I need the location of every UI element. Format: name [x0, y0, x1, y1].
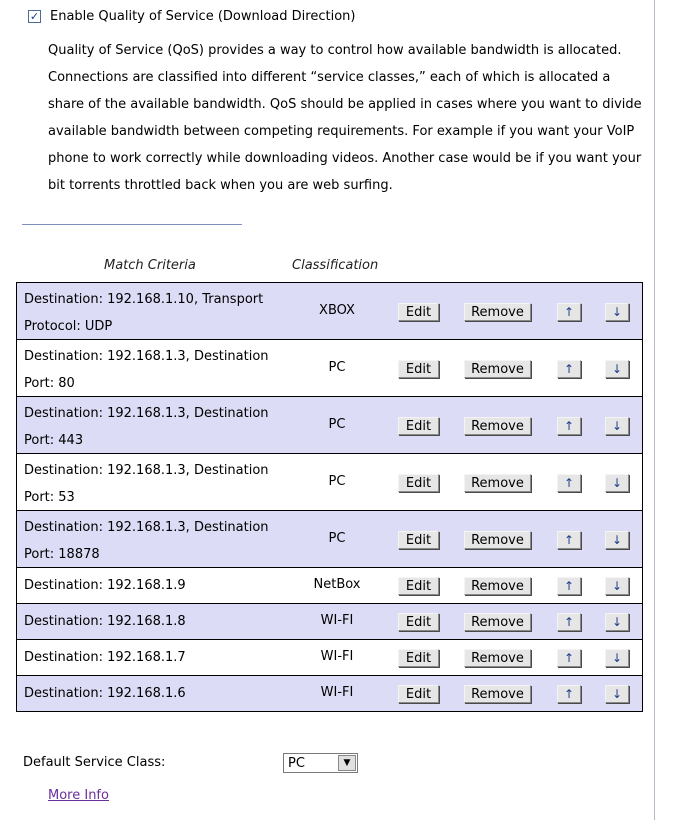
remove-button[interactable]: Remove: [464, 685, 531, 703]
edit-button[interactable]: Edit: [398, 685, 439, 703]
row-classification: WI-FI: [320, 649, 354, 664]
default-service-class-select[interactable]: [283, 753, 358, 773]
enable-qos-checkbox[interactable]: ✓: [29, 9, 40, 23]
row-classification: WI-FI: [320, 685, 354, 700]
match-criteria-header: Match Criteria: [104, 258, 196, 273]
move-up-icon[interactable]: ↑: [557, 577, 581, 595]
row-criteria: Destination: 192.168.1.3, Destination Port: 443: [24, 406, 269, 448]
table-row: [17, 340, 642, 397]
row-classification: WI-FI: [320, 613, 354, 628]
row-classification: PC: [328, 474, 346, 489]
row-classification: PC: [328, 417, 346, 432]
row-criteria: Destination: 192.168.1.9: [24, 578, 186, 593]
move-down-icon[interactable]: ↓: [605, 685, 629, 703]
edit-button[interactable]: Edit: [398, 531, 439, 549]
edit-button[interactable]: Edit: [398, 577, 439, 595]
move-up-icon[interactable]: ↑: [557, 360, 581, 378]
table-row: [17, 604, 642, 640]
move-down-icon[interactable]: ↓: [605, 417, 629, 435]
edit-button[interactable]: Edit: [398, 649, 439, 667]
table-row: [17, 283, 642, 340]
table-row: [17, 397, 642, 454]
remove-button[interactable]: Remove: [464, 649, 531, 667]
default-service-class-label: Default Service Class:: [23, 755, 166, 770]
remove-button[interactable]: Remove: [464, 474, 531, 492]
move-up-icon[interactable]: ↑: [557, 531, 581, 549]
move-up-icon[interactable]: ↑: [557, 417, 581, 435]
table-row: [17, 676, 642, 712]
move-up-icon[interactable]: ↑: [557, 303, 581, 321]
move-down-icon[interactable]: ↓: [605, 577, 629, 595]
row-classification: PC: [328, 360, 346, 375]
page-right-border: [654, 0, 655, 820]
move-up-icon[interactable]: ↑: [557, 685, 581, 703]
edit-button[interactable]: Edit: [398, 360, 439, 378]
move-up-icon[interactable]: ↑: [557, 613, 581, 631]
classification-header: Classification: [292, 258, 379, 273]
move-down-icon[interactable]: ↓: [605, 303, 629, 321]
more-info-link[interactable]: More Info: [48, 788, 109, 803]
row-classification: PC: [328, 531, 346, 546]
remove-button[interactable]: Remove: [464, 613, 531, 631]
enable-qos-label: Enable Quality of Service (Download Direction): [50, 8, 356, 24]
table-row: [17, 640, 642, 676]
qos-rules-table: [16, 282, 643, 712]
row-criteria: Destination: 192.168.1.10, Transport Protocol: UDP: [24, 292, 264, 334]
row-criteria: Destination: 192.168.1.7: [24, 650, 186, 665]
move-up-icon[interactable]: ↑: [557, 649, 581, 667]
edit-button[interactable]: Edit: [398, 474, 439, 492]
remove-button[interactable]: Remove: [464, 303, 531, 321]
default-service-class-value: PC: [288, 755, 305, 771]
row-criteria: Destination: 192.168.1.3, Destination Port: 18878: [24, 520, 269, 562]
edit-button[interactable]: Edit: [398, 417, 439, 435]
remove-button[interactable]: Remove: [464, 360, 531, 378]
table-row: [17, 454, 642, 511]
row-classification: XBOX: [319, 303, 355, 318]
edit-button[interactable]: Edit: [398, 613, 439, 631]
table-row: [17, 568, 642, 604]
qos-description: Quality of Service (QoS) provides a way to control how available bandwidth is allocated. Connections are classified into different “service classes,” each of which is allocated a share of the available bandwidth. QoS should be applied in cases where you want to divide available bandwidth between competing requirements. For example if you want your VoIP phone to work correctly while downloading videos. Another case would be if you want your bit torrents throttled back when you are web surfing.: [48, 43, 642, 193]
row-criteria: Destination: 192.168.1.3, Destination Port: 53: [24, 463, 269, 505]
row-criteria: Destination: 192.168.1.6: [24, 686, 186, 701]
move-down-icon[interactable]: ↓: [605, 613, 629, 631]
move-down-icon[interactable]: ↓: [605, 474, 629, 492]
row-criteria: Destination: 192.168.1.8: [24, 614, 186, 629]
remove-button[interactable]: Remove: [464, 417, 531, 435]
remove-button[interactable]: Remove: [464, 577, 531, 595]
move-down-icon[interactable]: ↓: [605, 649, 629, 667]
section-divider: [22, 224, 242, 225]
edit-button[interactable]: Edit: [398, 303, 439, 321]
row-criteria: Destination: 192.168.1.3, Destination Port: 80: [24, 349, 269, 391]
move-up-icon[interactable]: ↑: [557, 474, 581, 492]
table-row: [17, 511, 642, 568]
dropdown-arrow-icon[interactable]: ▼: [338, 755, 356, 771]
move-down-icon[interactable]: ↓: [605, 531, 629, 549]
row-classification: NetBox: [313, 577, 361, 592]
enable-qos-row[interactable]: [28, 7, 355, 25]
move-down-icon[interactable]: ↓: [605, 360, 629, 378]
remove-button[interactable]: Remove: [464, 531, 531, 549]
